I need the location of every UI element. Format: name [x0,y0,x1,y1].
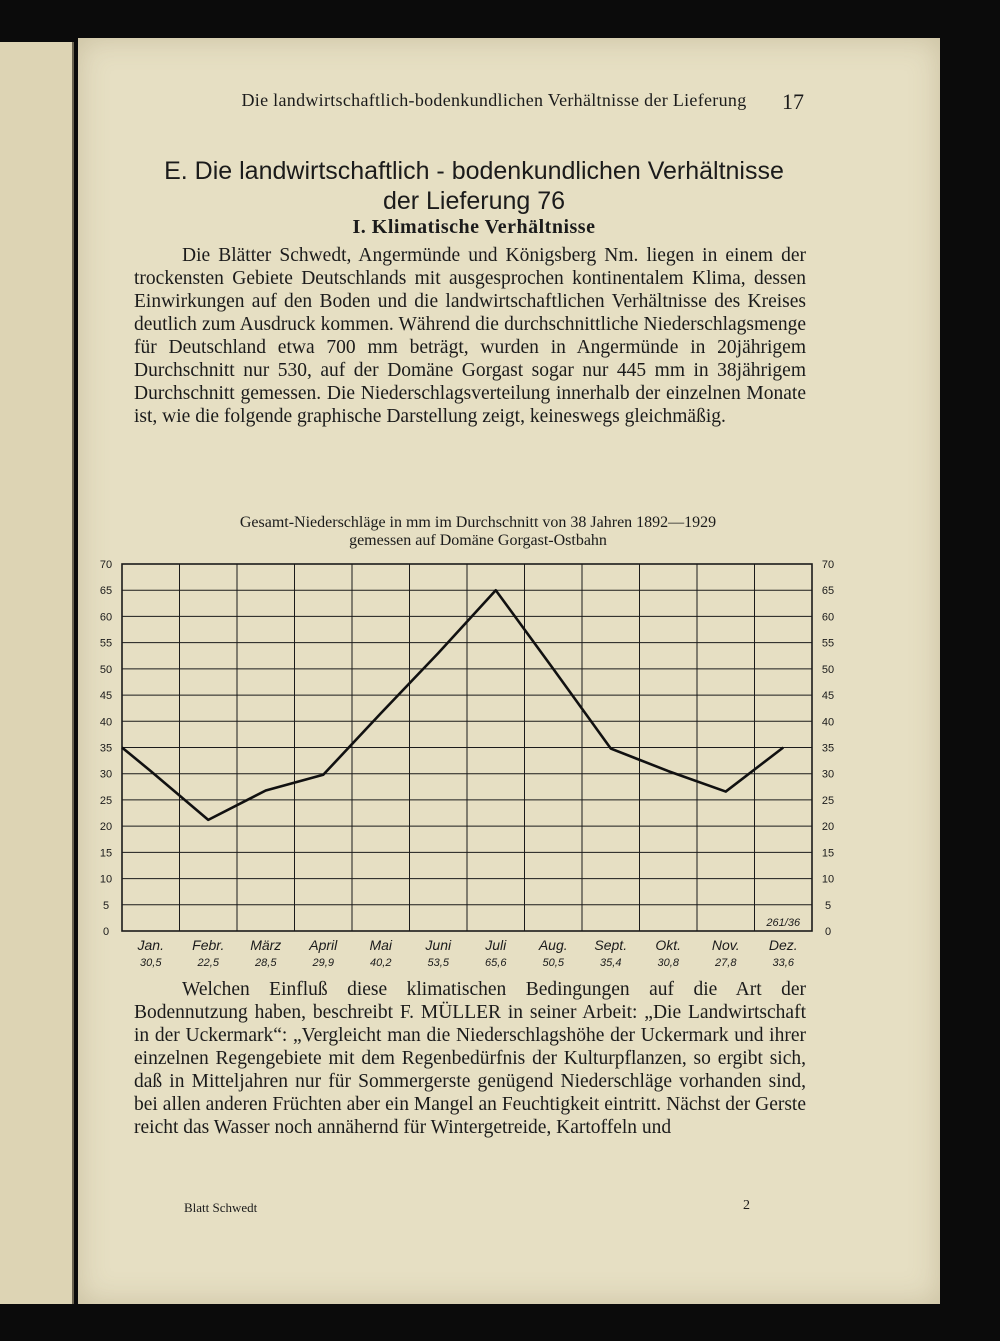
running-head: Die landwirtschaftlich-bodenkundlichen Verhältnisse der Lieferung [241,90,747,110]
month-label: Juli [485,937,507,953]
paragraph-1: Die Blätter Schwedt, Angermünde und Königsberg Nm. liegen in einem der trockensten Gebiete Deutschlands mit ausgesprochen kontinentalem Klima, dessen Einwirkungen auf den Boden und die landwirtschaftlichen Verhältnisse des Kreises deutlich zum Ausdruck kommen. Während die durchschnittliche Niederschlagsmenge für Deutschland etwa 700 mm beträgt, wurden in Angermünde in 20jährigem Durchschnitt nur 530, auf der Domäne Gorgast sogar nur 445 mm in 38jährigem Durchschnitt gemessen. Die Niederschlagsverteilung innerhalb der einzelnen Monate ist, wie die folgende graphische Darstellung zeigt, keineswegs gleichmäßig. [134,245,806,427]
y-tick-label-right: 70 [821,559,835,571]
y-tick-label-left: 0 [102,926,110,938]
month-label: März [250,937,282,953]
y-tick-label-left: 65 [99,585,113,598]
y-tick-label-right: 10 [821,873,835,886]
y-tick-label-right: 5 [824,899,832,912]
chart-caption-line2: gemessen auf Domäne Gorgast-Ostbahn [349,532,607,549]
y-tick-label-right: 40 [821,716,835,729]
footer-signature: 2 [743,1198,750,1213]
footer-sheet-name: Blatt Schwedt [184,1200,258,1215]
y-tick-label-right: 55 [821,637,835,650]
left-page-edge [0,42,74,1304]
y-tick-label-right: 65 [821,585,835,598]
y-tick-label-left: 20 [99,821,113,834]
month-value-label: 28,5 [255,957,277,969]
y-tick-label-left: 50 [99,663,113,676]
section-title-line1: E. Die landwirtschaftlich - bodenkundlichen Verhältnisse [164,157,784,185]
section-title-line2: der Lieferung 76 [382,187,566,215]
month-label: Febr. [192,937,225,953]
month-label: Mai [369,937,393,953]
month-value-label: 35,4 [600,957,622,969]
y-tick-label-left: 30 [99,768,113,781]
y-tick-label-left: 45 [99,690,113,703]
month-value-label: 50,5 [542,957,564,969]
month-label: Jan. [137,937,164,953]
month-value-label: 29,9 [312,957,334,969]
month-value-label: 53,5 [427,957,449,969]
y-tick-label-right: 15 [821,847,835,860]
paragraph-2: Welchen Einfluß diese klimatischen Bedingungen auf die Art der Bodennutzung haben, beschreibt F. MÜLLER in seiner Arbeit: „Die Landwirtschaft in der Uckermark“: „Vergleicht man die Niederschlagshöhe der Uckermark und ihrer einzelnen Regengebiete mit dem Regenbedürfnis der Kulturpflanzen, so ergibt sich, daß in Mitteljahren nur für Sommergerste genügend Niederschläge vorhanden sind, bei allen anderen Früchten aber ein Mangel an Feuchtigkeit eintritt. Nächst der Gerste reicht das Wasser noch annähernd für Wintergetreide, Kartoffeln und [134,979,806,1138]
month-value-label: 30,8 [657,957,679,969]
month-label: April [309,937,338,953]
month-label: Juni [425,937,452,953]
page-number: 17 [782,89,804,114]
month-label: Nov. [711,937,740,953]
subsection-title: I. Klimatische Verhältnisse [352,216,596,238]
y-tick-label-left: 60 [99,611,113,624]
y-tick-label-left: 15 [99,847,113,860]
chart-caption-line1: Gesamt-Niederschläge in mm im Durchschnitt von 38 Jahren 1892—1929 [239,514,717,531]
y-tick-label-right: 45 [821,690,835,703]
y-tick-label-right: 0 [824,926,832,938]
y-tick-label-right: 50 [821,663,835,676]
month-value-label: 22,5 [197,957,219,969]
month-label: Okt. [655,937,682,953]
month-label: Dez. [768,937,798,953]
y-tick-label-right: 30 [821,768,835,781]
month-value-label: 40,2 [370,957,392,969]
y-tick-label-right: 25 [821,794,835,807]
y-tick-label-right: 60 [821,611,835,624]
y-tick-label-right: 20 [821,821,835,834]
month-label: Sept. [594,937,628,953]
y-tick-label-left: 25 [99,794,113,807]
y-tick-label-left: 55 [99,637,113,650]
month-value-label: 65,6 [485,957,507,969]
y-tick-label-left: 5 [102,899,110,912]
y-tick-label-left: 70 [99,559,113,571]
precipitation-line [122,590,783,820]
y-tick-label-left: 10 [99,873,113,886]
month-value-label: 27,8 [715,957,737,969]
book-page [78,38,940,1304]
chart-stamp: 261/36 [766,917,801,929]
month-label: Aug. [538,937,568,953]
y-tick-label-right: 35 [821,742,835,755]
y-tick-label-left: 40 [99,716,113,729]
month-value-label: 33,6 [772,957,794,969]
y-tick-label-left: 35 [99,742,113,755]
month-value-label: 30,5 [140,957,162,969]
